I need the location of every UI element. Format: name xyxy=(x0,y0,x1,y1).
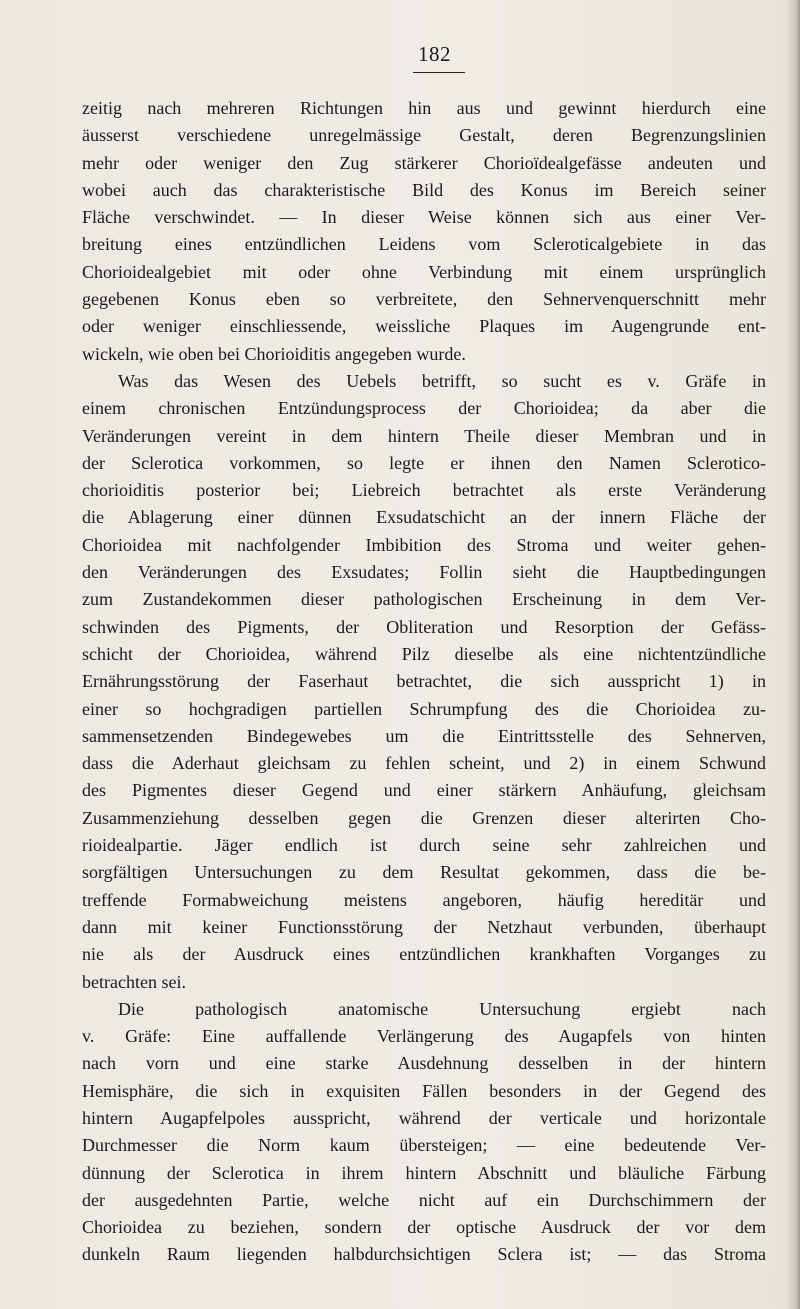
text-line: Chorioidealgebiet mit oder ohne Verbindung mit einem ursprünglich xyxy=(82,261,766,282)
text-line: treffende Formabweichung meistens angeboren, häufig hereditär und xyxy=(82,889,766,910)
text-line: Ernährungsstörung der Faserhaut betrachtet, die sich ausspricht 1) in xyxy=(82,671,766,692)
text-line: v. Gräfe: Eine auffallende Verlängerung des Augapfels von hinten xyxy=(82,1026,766,1047)
text-line: rioidealpartie. Jäger endlich ist durch seine sehr zahlreichen und xyxy=(82,835,766,856)
text-line: wickeln, wie oben bei Chorioiditis angegeben wurde. xyxy=(82,343,466,364)
text-line: wobei auch das charakteristische Bild des Konus im Bereich seiner xyxy=(82,179,766,200)
text-line: der Sclerotica vorkommen, so legte er ihnen den Namen Sclerotico- xyxy=(82,452,766,473)
text-line: sorgfältigen Untersuchungen zu dem Resultat gekommen, dass die be- xyxy=(82,862,766,883)
text-line: dass die Aderhaut gleichsam zu fehlen scheint, und 2) in einem Schwund xyxy=(82,753,766,774)
text-line: einem chronischen Entzündungsprocess der Chorioidea; da aber die xyxy=(82,398,766,419)
text-line: die Ablagerung einer dünnen Exsudatschicht an der innern Fläche der xyxy=(82,507,766,528)
text-line: schicht der Chorioidea, während Pilz dieselbe als eine nichtentzündliche xyxy=(82,643,766,664)
text-line: Hemisphäre, die sich in exquisiten Fällen besonders in der Gegend des xyxy=(82,1080,766,1101)
text-line: breitung eines entzündlichen Leidens vom Scleroticalgebiete in das xyxy=(82,234,766,255)
text-line: Fläche verschwindet. — In dieser Weise können sich aus einer Ver- xyxy=(82,207,766,228)
text-line: oder weniger einschliessende, weissliche Plaques im Augengrunde ent- xyxy=(82,316,766,337)
text-line: nach vorn und eine starke Ausdehnung desselben in der hintern xyxy=(82,1053,766,1074)
page-number: 182 xyxy=(418,42,451,66)
text-line: Die pathologisch anatomische Untersuchung ergiebt nach xyxy=(118,998,766,1019)
text-line: mehr oder weniger den Zug stärkerer Chorioïdealgefässe andeuten und xyxy=(82,152,766,173)
text-line: nie als der Ausdruck eines entzündlichen krankhaften Vorganges zu xyxy=(82,944,766,965)
page-edge-shadow xyxy=(786,0,800,1309)
text-line: Chorioidea mit nachfolgender Imbibition des Stroma und weiter gehen- xyxy=(82,534,766,555)
text-line: äusserst verschiedene unregelmässige Gestalt, deren Begrenzungslinien xyxy=(82,125,766,146)
text-line: dünnung der Sclerotica in ihrem hintern Abschnitt und bläuliche Färbung xyxy=(82,1162,766,1183)
text-line: Chorioidea zu beziehen, sondern der optische Ausdruck der vor dem xyxy=(82,1217,766,1238)
text-line: der ausgedehnten Partie, welche nicht auf ein Durchschimmern der xyxy=(82,1189,766,1210)
text-line: zeitig nach mehreren Richtungen hin aus und gewinnt hierdurch eine xyxy=(82,98,766,118)
text-line: zum Zustandekommen dieser pathologischen Erscheinung in dem Ver- xyxy=(82,589,766,610)
text-line: dann mit keiner Functionsstörung der Netzhaut verbunden, überhaupt xyxy=(82,916,766,937)
text-line: Durchmesser die Norm kaum übersteigen; — eine bedeutende Ver- xyxy=(82,1135,766,1156)
text-line: hintern Augapfelpoles ausspricht, während der verticale und horizontale xyxy=(82,1107,766,1128)
text-line: gegebenen Konus eben so verbreitete, den Sehnervenquerschnitt mehr xyxy=(82,289,766,310)
text-line: Zusammenziehung desselben gegen die Grenzen dieser alterirten Cho- xyxy=(82,807,766,828)
text-line: schwinden des Pigments, der Obliteration und Resorption der Gefäss- xyxy=(82,616,766,637)
text-line: den Veränderungen des Exsudates; Follin sieht die Hauptbedingungen xyxy=(82,562,766,583)
text-line: Was das Wesen des Uebels betrifft, so sucht es v. Gräfe in xyxy=(118,370,766,391)
text-line: sammensetzenden Bindegewebes um die Eintrittsstelle des Sehnerven, xyxy=(82,725,766,746)
body-text xyxy=(82,95,766,1269)
text-line: chorioiditis posterior bei; Liebreich betrachtet als erste Veränderung xyxy=(82,480,766,501)
text-line: einer so hochgradigen partiellen Schrumpfung des die Chorioidea zu- xyxy=(82,698,766,719)
page-number-rule xyxy=(413,72,465,73)
text-line: dunkeln Raum liegenden halbdurchsichtigen Sclera ist; — das Stroma xyxy=(82,1244,766,1265)
text-line: betrachten sei. xyxy=(82,971,186,992)
text-line: Veränderungen vereint in dem hintern Theile dieser Membran und in xyxy=(82,425,766,446)
text-line: des Pigmentes dieser Gegend und einer stärkern Anhäufung, gleichsam xyxy=(82,780,766,801)
